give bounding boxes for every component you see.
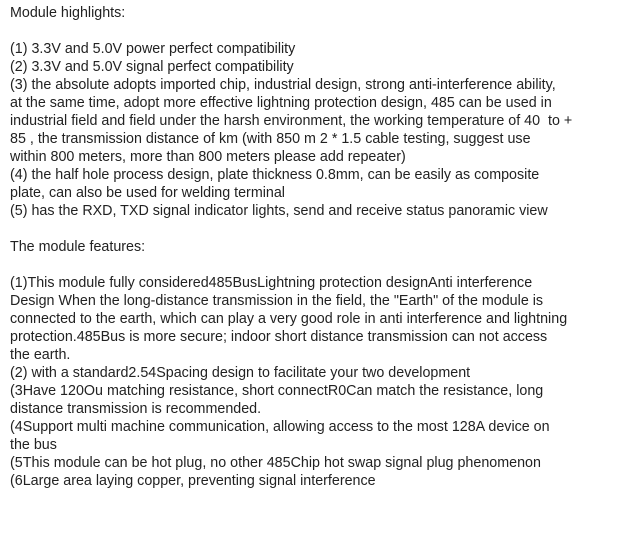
- text-line: protection.485Bus is more secure; indoor short distance transmission can not access: [10, 329, 548, 345]
- text-line: (5) has the RXD, TXD signal indicator lights, send and receive status panoramic view: [10, 203, 548, 219]
- product-description: [10, 4, 616, 490]
- text-line: connected to the earth, which can play a very good role in anti interference and lightning: [10, 311, 568, 327]
- text-line: at the same time, adopt more effective lightning protection design, 485 can be used in: [10, 95, 552, 111]
- text-line: (1)This module fully considered485BusLightning protection designAnti interference: [10, 275, 533, 291]
- text-line: (3Have 120Ou matching resistance, short connectR0Can match the resistance, long: [10, 383, 544, 399]
- text-line: (5This module can be hot plug, no other 485Chip hot swap signal plug phenomenon: [10, 455, 541, 471]
- highlight-item-1: [10, 40, 616, 58]
- feature-item-3: [10, 382, 616, 418]
- text-line: (2) 3.3V and 5.0V signal perfect compatibility: [10, 59, 294, 75]
- feature-item-6: [10, 472, 616, 490]
- feature-item-4: [10, 418, 616, 454]
- text-line: the earth.: [10, 347, 71, 363]
- text-line: Design When the long-distance transmission in the field, the "Earth" of the module is: [10, 293, 544, 309]
- text-line: within 800 meters, more than 800 meters please add repeater): [10, 149, 406, 165]
- highlights-heading: Module highlights:: [10, 5, 126, 21]
- text-line: (1) 3.3V and 5.0V power perfect compatibility: [10, 41, 296, 57]
- text-line: distance transmission is recommended.: [10, 401, 262, 417]
- features-heading: The module features:: [10, 239, 146, 255]
- text-line: (3) the absolute adopts imported chip, industrial design, strong anti-interference ability,: [10, 77, 556, 93]
- text-line: industrial field and field under the harsh environment, the working temperature of 40 to +: [10, 113, 573, 129]
- spacer: [10, 256, 616, 274]
- highlight-item-5: [10, 202, 616, 220]
- feature-item-5: [10, 454, 616, 472]
- highlight-item-2: [10, 58, 616, 76]
- text-line: (4Support multi machine communication, allowing access to the most 128A device on: [10, 419, 550, 435]
- feature-item-1: [10, 274, 616, 364]
- spacer: [10, 22, 616, 40]
- text-line: 85 , the transmission distance of km (with 850 m 2 * 1.5 cable testing, suggest use: [10, 131, 531, 147]
- highlight-item-3: [10, 76, 616, 166]
- text-line: plate, can also be used for welding terminal: [10, 185, 285, 201]
- feature-item-2: [10, 364, 616, 382]
- text-line: (2) with a standard2.54Spacing design to facilitate your two development: [10, 365, 471, 381]
- text-line: (6Large area laying copper, preventing signal interference: [10, 473, 376, 489]
- text-line: (4) the half hole process design, plate thickness 0.8mm, can be easily as composite: [10, 167, 540, 183]
- spacer: [10, 220, 616, 238]
- highlight-item-4: [10, 166, 616, 202]
- text-line: the bus: [10, 437, 57, 453]
